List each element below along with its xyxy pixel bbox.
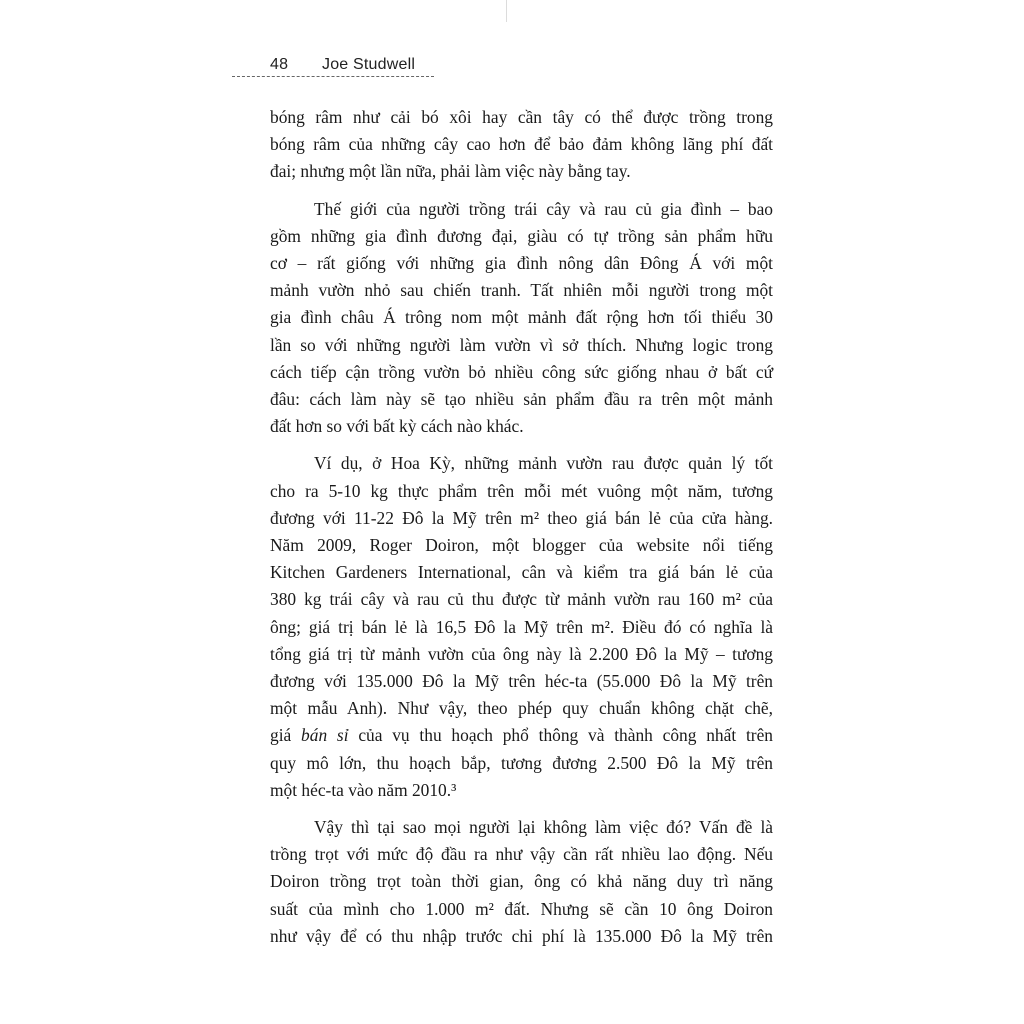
paragraph-3 xyxy=(270,450,773,804)
text-line: 380 kg trái cây và rau củ thu được từ mảnh vườn rau 160 m² của xyxy=(270,589,773,610)
page-number: 48 xyxy=(270,56,289,73)
text-line: suất của mình cho 1.000 m² đất. Nhưng sẽ cần 10 ông Doiron xyxy=(270,898,773,919)
text-line: cách tiếp cận trồng vườn bỏ nhiều công sức giống nhau ở bất cứ xyxy=(270,361,773,382)
text-line: như vậy để có thu nhập trước chi phí là 135.000 Đô la Mỹ trên xyxy=(270,925,773,946)
paragraph-1 xyxy=(270,104,773,186)
text-line: một héc-ta vào năm 2010.³ xyxy=(270,779,457,800)
paragraph-4 xyxy=(270,814,773,950)
text-line: Thế giới của người trồng trái cây và rau củ gia đình – bao xyxy=(314,198,773,219)
text-line: trồng trọt với mức độ đầu ra như vậy cần rất nhiều lao động. Nếu xyxy=(270,844,773,865)
text-line: Năm 2009, Roger Doiron, một blogger của website nổi tiếng xyxy=(270,535,773,556)
text-line: Ví dụ, ở Hoa Kỳ, những mảnh vườn rau được quản lý tốt xyxy=(314,453,773,474)
text-line: đất hơn so với bất kỳ cách nào khác. xyxy=(270,416,524,437)
text-line: đương với 11-22 Đô la Mỹ trên m² theo giá bán lẻ của cửa hàng. xyxy=(270,507,773,528)
text-line: tổng giá trị từ mảnh vườn của ông này là 2.200 Đô la Mỹ – tương xyxy=(270,643,773,664)
text-line: cơ – rất giống với những gia đình nông dân Đông Á với một xyxy=(270,253,773,274)
author-name: Joe Studwell xyxy=(322,56,416,73)
text-line: mảnh vườn nhỏ sau chiến tranh. Tất nhiên mỗi người trong một xyxy=(270,280,773,301)
text-line: quy mô lớn, thu hoạch bắp, tương đương 2.500 Đô la Mỹ trên xyxy=(270,752,773,773)
text-line-with-italic: giá bán sỉ của vụ thu hoạch phổ thông và thành công nhất trên xyxy=(270,725,773,746)
text-line: gia đình châu Á trông nom một mảnh đất rộng hơn tối thiểu 30 xyxy=(270,307,773,328)
paragraph-2 xyxy=(270,196,773,441)
italic-term: bán sỉ xyxy=(301,725,349,746)
text-line: Kitchen Gardeners International, cân và kiểm tra giá bán lẻ của xyxy=(270,562,773,583)
header-rule xyxy=(232,76,434,77)
body-text xyxy=(270,104,773,960)
text-line: gồm những gia đình đương đại, giàu có tự trồng sản phẩm hữu xyxy=(270,225,773,246)
text-line: Vậy thì tại sao mọi người lại không làm việc đó? Vấn đề là xyxy=(314,817,773,838)
text-line: bóng râm của những cây cao hơn để bảo đảm không lãng phí đất xyxy=(270,134,773,155)
text-line: đâu: cách làm này sẽ tạo nhiều sản phẩm đầu ra trên một mảnh xyxy=(270,389,773,410)
crop-mark xyxy=(506,0,507,22)
text-line: cho ra 5-10 kg thực phẩm trên mỗi mét vuông một năm, tương xyxy=(270,480,773,501)
running-head xyxy=(270,56,415,74)
text-line: một mẫu Anh). Như vậy, theo phép quy chuẩn không chặt chẽ, xyxy=(270,698,773,719)
text-line: đai; nhưng một lần nữa, phải làm việc này bằng tay. xyxy=(270,161,631,182)
text-line: đương với 135.000 Đô la Mỹ trên héc-ta (55.000 Đô la Mỹ trên xyxy=(270,671,773,692)
text-line: ông; giá trị bán lẻ là 16,5 Đô la Mỹ trên m². Điều đó có nghĩa là xyxy=(270,616,773,637)
text-line: Doiron trồng trọt toàn thời gian, ông có khả năng duy trì năng xyxy=(270,871,773,892)
text-line: lần so với những người làm vườn vì sở thích. Nhưng logic trong xyxy=(270,334,773,355)
text-line: bóng râm như cải bó xôi hay cần tây có thể được trồng trong xyxy=(270,107,773,127)
